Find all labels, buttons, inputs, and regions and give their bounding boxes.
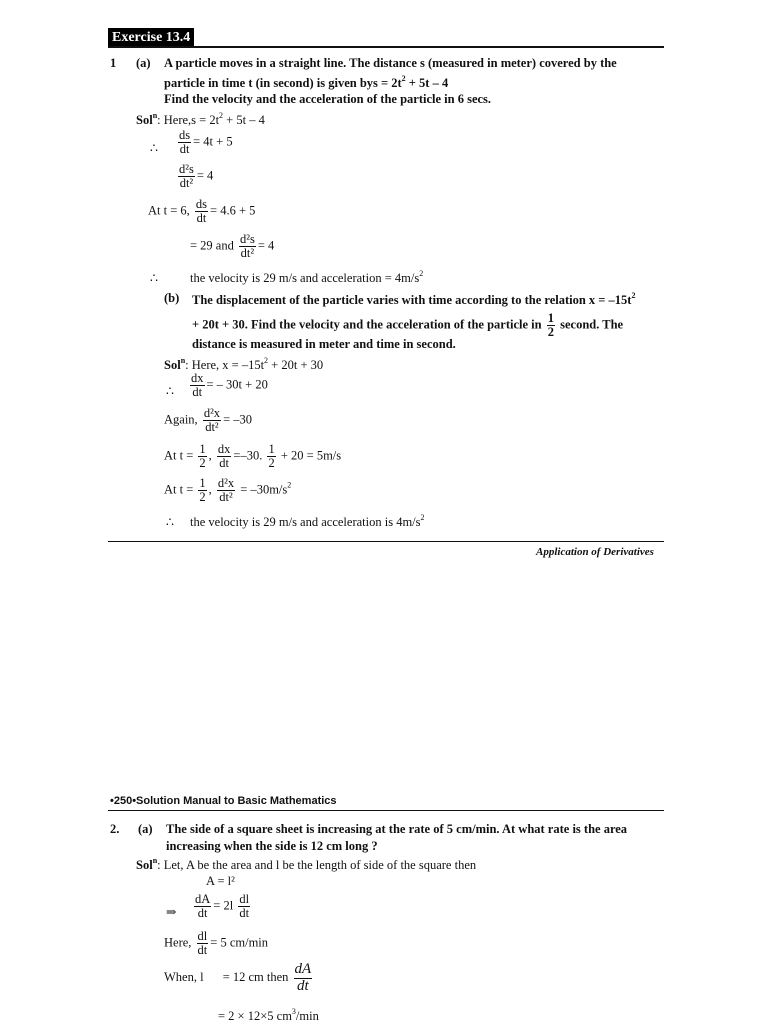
q1a-eq-29: = 29 and $\frac{\text{d²s}}{\text{dt²}}$ = 4	[190, 232, 275, 261]
q1a-therefore-2: ∴	[150, 271, 158, 285]
q2a-eq-area: A = l²	[206, 874, 235, 888]
q1b-text-line1: The displacement of the particle varies with time according to the relation $x = -15t^2$	[192, 291, 636, 307]
q2a-eq-dA-dt: $\frac{dA}{dt}$ = 2l $\frac{dl}{dt}$	[195, 892, 250, 921]
q1a-eq-at-t6: At t = 6, $\frac{ds}{dt}$ = 4.6 + 5	[148, 197, 256, 226]
q1a-text-line1: A particle moves in a straight line. The distance s (measured in meter) covered by the	[164, 56, 617, 70]
running-header-book-title: •250•Solution Manual to Basic Mathematics	[110, 795, 337, 807]
q1b-eq-dx-dt: $\frac{dx}{dt}$ = – 30t + 20	[191, 371, 268, 400]
exercise-title: Exercise 13.4	[108, 28, 194, 48]
q2a-text-line2: increasing when the side is 12 cm long ?	[166, 839, 378, 853]
q1a-text-line2: particle in time t (in second) is given bys = $2t^2 + 5t - 4$	[164, 74, 449, 90]
q1b-label: (b)	[164, 291, 180, 305]
footer-rule-top	[108, 541, 664, 542]
q1b-conclusion: the velocity is 29 m/s and acceleration is $4m/s^2$	[190, 513, 425, 529]
q1b-therefore-2: ∴	[166, 515, 174, 529]
q1b-text-line3: distance is measured in meter and time in second.	[192, 337, 456, 351]
header-rule-2	[108, 810, 664, 811]
q2a-implies: ⇒	[166, 905, 177, 919]
q2a-text-line1: The side of a square sheet is increasing at the rate of 5 cm/min. At what rate is the area	[166, 822, 628, 836]
q1a-therefore-1: ∴	[150, 141, 158, 155]
q1b-text-line2: + 20t + 30. Find the velocity and the acceleration of the particle in $\frac{1}{2}$ second. The	[192, 311, 624, 340]
q1a-eq-d2s-dt2: $\frac{\text{d²s}}{\text{dt²}}$ = 4	[179, 162, 214, 191]
q1b-eq-at-half-1: At t = $\frac{1}{2}$ , $\frac{dx}{dt}$ =–30. $\frac{1}{2}$ + 20 = 5m/s	[164, 442, 342, 471]
q1a-conclusion: the velocity is 29 m/s and acceleration = $4m/s^2$	[190, 269, 424, 285]
q1b-eq-d2x-dt2: Again, $\frac{\text{d²x}}{\text{dt²}}$ = –30	[164, 406, 252, 435]
q2a-label: (a)	[138, 822, 153, 836]
q1b-eq-at-half-2: At t = $\frac{1}{2}$ , $\frac{\text{d²x}}{\text{dt²}}$ = $-30m/s^2$	[164, 476, 292, 505]
q1a-label: (a)	[136, 56, 151, 70]
running-footer-title: Application of Derivatives	[536, 546, 654, 558]
q1a-eq-ds-dt: $\frac{ds}{dt}$ = 4t + 5	[179, 128, 233, 157]
q1-number: 1	[110, 56, 117, 70]
q2a-eq-when: When, l = 12 cm then $\frac{dA}{dt}$	[164, 961, 312, 994]
q1b-therefore-1: ∴	[166, 384, 174, 398]
q2a-solution-line: Sol$^n$: Let, A be the area and l be the length of side of the square then	[136, 856, 477, 872]
q2a-eq-final: = 2 × 12×5 $cm^3/\min$	[218, 1007, 319, 1023]
header-rule	[108, 46, 664, 48]
q2-number: 2.	[110, 822, 120, 836]
q1b-solution-line: Sol$^n$: Here, $x = -15t^2 + 20t + 30$	[164, 356, 324, 372]
q1a-solution-line: Sol$^n$: Here,s = $2t^2 + 5t - 4$	[136, 111, 265, 127]
q1a-text-line3: Find the velocity and the acceleration of the particle in 6 secs.	[164, 92, 492, 106]
q2a-eq-here: Here, $\frac{dl}{dt}$ = 5 cm/min	[164, 929, 269, 958]
